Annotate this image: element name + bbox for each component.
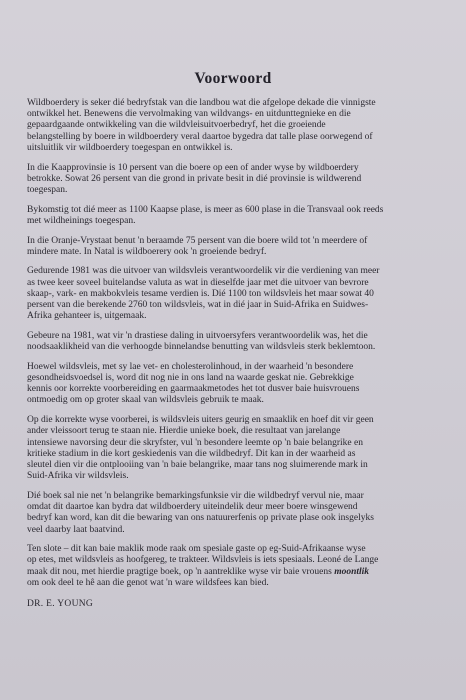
paragraph-10 [27, 544, 457, 589]
paragraph-10-text-end: om ook deel te hê aan die genot wat 'n ware wildsfees kan bied. [27, 577, 269, 588]
paragraph-6: Gebeure na 1981, wat vir 'n drastiese daling in uitvoersyfers verantwoordelik was, het die noodsaaklikheid van die verhoogde binnelandse benutting van wildsvleis sterk beklemtoon. [27, 330, 376, 353]
paragraph-5: Gedurende 1981 was die uitvoer van wildsvleis verantwoordelik vir die verdiening van meer as twee keer soveel buitelandse valuta as wat in dieselfde jaar met die uitvoer van bevrore skaap-, vark- en makbokvleis tesame verdien is. Dié 1100 ton wildsvleis het maar sowat 40 persent van die berekende 2760 ton wildsvleis, wat in dié jaar in Suid-Afrika en Suidwes- Afrika gehanteer is, uitgemaak. [27, 266, 380, 322]
author-signature: DR. E. YOUNG [27, 599, 94, 610]
paragraph-9: Dié boek sal nie net 'n belangrike bemarkingsfunksie vir die wildbedryf vervul nie, maar omdat dit daartoe kan bydra dat wildboerdery uiteindelik deur meer boere winsgewend bedryf kan word, kan dit die bewaring van ons natuurerfenis op private plase ook insgelyks veel daarby laat baatvind. [27, 490, 374, 535]
paragraph-2: In die Kaapprovinsie is 10 persent van die boere op een of ander wyse by wildboerdery betrokke. Sowat 26 persent van die grond in private besit in dié provinsie is wildwerend toegespan. [27, 162, 362, 195]
paragraph-1: Wildboerdery is seker dié bedryfstak van die landbou wat die afgelope dekade die vinnigste ontwikkel het. Benewens die vervolmaking van wildvangs- en uitdunttegnieke en die gepaardgaande ontwikkeling van die wildvleisuitvoerbedryf, het die groeiende belangstelling by boere in wildboerdery veral daartoe bygedra dat talle plase oorwegend of uitsluitlik vir wildboerdery toegespan en ontwikkel is. [27, 98, 376, 153]
page-title: Voorwoord [194, 70, 272, 87]
body-text [27, 98, 457, 610]
paragraph-4: In die Oranje-Vrystaat benut 'n beraamde 75 persent van die boere wild tot 'n meerdere of mindere mate. In Natal is wildboerery ook 'n groeiende bedryf. [27, 235, 368, 257]
emphasized-word: moontlik [334, 566, 370, 577]
paragraph-7: Hoewel wildsvleis, met sy lae vet- en cholesterolinhoud, in der waarheid 'n besondere gesondheidsvoedsel is, word dit nog nie in ons land na waarde geskat nie. Gebrekkige kennis oor korrekte voorbereiding en gaarmaakmetodes het tot dusver baie huisvrouens ontmoedig om op groter skaal van wildsvleis gebruik te maak. [27, 361, 360, 406]
paragraph-3: Bykomstig tot dié meer as 1100 Kaapse plase, is meer as 600 plase in die Transvaal ook reeds met wildheinings toegespan. [27, 204, 384, 226]
paragraph-8: Op die korrekte wyse voorberei, is wildsvleis uiters geurig en smaaklik en hoef dit vir geen ander vleissoort terug te staan nie. Hierdie unieke boek, die resultaat van jarelange intensiewe navorsing deur die skryfster, vul 'n besondere leemte op 'n baie belangrike en kritieke stadium in die kort geskiedenis van die wildbedryf. Dit kan in der waarheid as sleutel dien vir die ontplooiing van 'n baie belangrike, maar tans nog sluimerende mark in Suid-Afrika vir wildsvleis. [27, 415, 374, 482]
paragraph-10-text-start: Ten slote – dit kan baie maklik mode raak om spesiale gaste op eg-Suid-Afrikaanse wyse op etes, met wildsvleis as hoofgereg, te trakteer. Wildsvleis is iets spesiaals. Leoné de Lange maak dit nou, met hierdie pragtige boek, op 'n aantreklike wyse vir baie vrouens [27, 544, 379, 577]
